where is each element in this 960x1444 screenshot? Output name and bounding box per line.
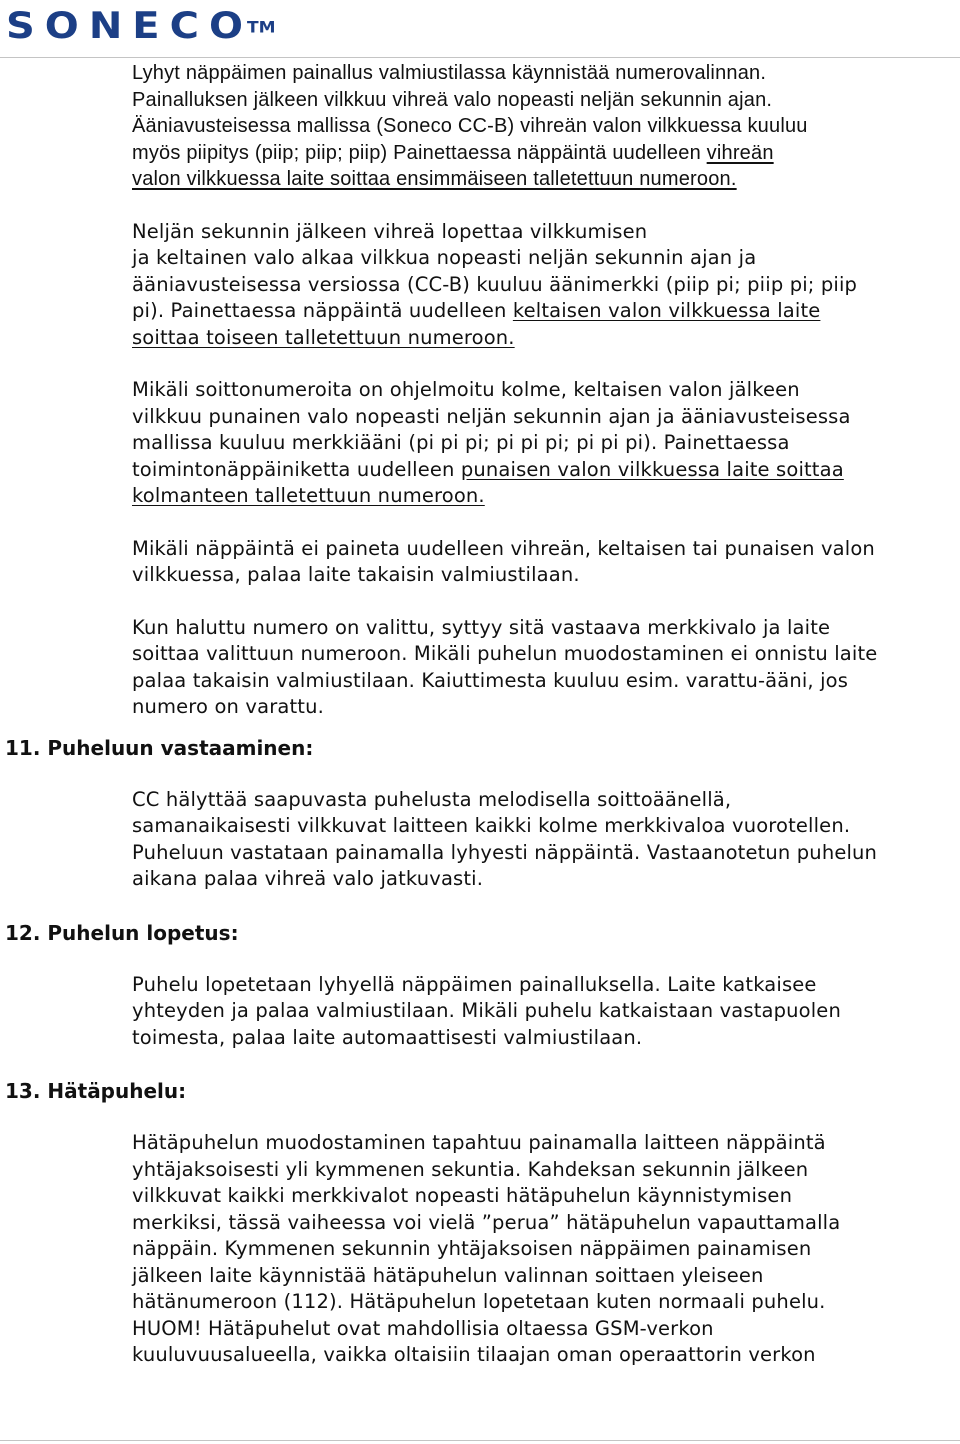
paragraph-answering xyxy=(132,787,954,893)
text-line: Puhelu lopetetaan lyhyellä näppäimen painalluksella. Laite katkaisee xyxy=(132,972,817,996)
spacer xyxy=(0,1104,960,1130)
paragraph-red-light xyxy=(132,377,954,510)
text-span: toimintonäppäiniketta uudelleen xyxy=(132,457,461,481)
paragraph-ending xyxy=(132,972,954,1052)
text-line: vilkkuu punainen valo nopeasti neljän sekunnin ajan ja ääniavusteisessa xyxy=(132,404,851,428)
text-line: yhteyden ja palaa valmiustilaan. Mikäli puhelu katkaistaan vastapuolen xyxy=(132,999,841,1022)
text-line: soittaa valittuun numeroon. Mikäli puhelun muodostaminen ei onnistu laite xyxy=(132,642,878,665)
text-line xyxy=(132,457,954,484)
text-span: pi). Painettaessa näppäintä uudelleen xyxy=(132,299,513,322)
spacer xyxy=(0,761,960,787)
paragraph-yellow-light xyxy=(132,219,954,352)
text-line: Mikäli näppäintä ei paineta uudelleen vihreän, keltaisen tai punaisen valon xyxy=(132,536,875,560)
underlined-text-line: kolmanteen talletettuun numeroon. xyxy=(132,484,485,507)
footer-divider xyxy=(0,1440,960,1441)
text-line: toimesta, palaa laite automaattisesti valmiustilaan. xyxy=(132,1025,643,1049)
text-line: Lyhyt näppäimen painallus valmiustilassa käynnistää numerovalinnan. xyxy=(132,62,767,84)
text-line: Kun haluttu numero on valittu, syttyy sitä vastaava merkkivalo ja laite xyxy=(132,615,831,639)
text-line: numero on varattu. xyxy=(132,695,324,718)
section-heading-answering: 11. Puheluun vastaaminen: xyxy=(5,735,314,760)
text-line: Ääniavusteisessa mallissa (Soneco CC-B) vihreän valon vilkkuessa kuuluu xyxy=(132,115,808,137)
text-line: CC hälyttää saapuvasta puhelusta melodisella soittoäänellä, xyxy=(132,787,732,811)
text-line: palaa takaisin valmiustilaan. Kaiuttimesta kuuluu esim. varattu-ääni, jos xyxy=(132,668,849,692)
trademark-mark: TM xyxy=(246,18,276,38)
paragraph-number-selected xyxy=(132,615,954,721)
paragraph-quick-dial xyxy=(132,60,954,193)
soneco-logo xyxy=(6,4,282,48)
text-line: ääniavusteisessa versiossa (CC-B) kuuluu äänimerkki (piip pi; piip pi; piip xyxy=(132,272,858,296)
section-heading-ending: 12. Puhelun lopetus: xyxy=(5,920,239,945)
spacer xyxy=(0,589,960,615)
paragraph-emergency xyxy=(132,1130,954,1369)
text-line: vilkkuvat kaikki merkkivalot nopeasti hätäpuhelun käynnistymisen xyxy=(132,1184,793,1207)
spacer xyxy=(0,510,960,536)
logo-text: SONECO xyxy=(6,4,253,48)
text-line: merkiksi, tässä vaiheessa voi vielä ”perua” hätäpuhelun vapauttamalla xyxy=(132,1210,841,1234)
text-line: aikana palaa vihreä valo jatkuvasti. xyxy=(132,867,484,890)
document-body xyxy=(0,60,960,1369)
text-line: jälkeen laite käynnistää hätäpuhelun valinnan soittaen yleiseen xyxy=(132,1263,764,1287)
text-line: kuuluvuusalueella, vaikka oltaisiin tilaajan oman operaattorin verkon xyxy=(132,1343,816,1366)
underlined-text: vihreän xyxy=(706,141,774,164)
paragraph-standby-return xyxy=(132,536,954,589)
text-span: myös piipitys (piip; piip; piip) Painettaessa näppäintä uudelleen xyxy=(132,141,707,164)
text-line: hätänumeroon (112). Hätäpuhelun lopetetaan kuten normaali puhelu. xyxy=(132,1290,826,1313)
text-line: Hätäpuhelun muodostaminen tapahtuu painamalla laitteen näppäintä xyxy=(132,1131,826,1154)
spacer xyxy=(0,946,960,972)
text-line: näppäin. Kymmenen sekunnin yhtäjaksoisen näppäimen painamisen xyxy=(132,1237,812,1260)
text-line: samanaikaisesti vilkkuvat laitteen kaikki kolme merkkivaloa vuorotellen. xyxy=(132,814,851,837)
underlined-text: keltaisen valon vilkkuessa laite xyxy=(512,299,821,322)
text-line: vilkkuessa, palaa laite takaisin valmiustilaan. xyxy=(132,563,580,586)
spacer xyxy=(0,193,960,219)
text-line: Painalluksen jälkeen vilkkuu vihreä valo nopeasti neljän sekunnin ajan. xyxy=(132,88,773,111)
text-line: HUOM! Hätäpuhelut ovat mahdollisia oltaessa GSM-verkon xyxy=(132,1316,714,1340)
underlined-text-line: valon vilkkuessa laite soittaa ensimmäiseen talletettuun numeroon. xyxy=(132,168,737,190)
text-line: Puheluun vastataan painamalla lyhyesti näppäintä. Vastaanotetun puhelun xyxy=(132,840,878,864)
underlined-text-line: soittaa toiseen talletettuun numeroon. xyxy=(132,325,515,349)
text-line: yhtäjaksoisesti yli kymmenen sekuntia. Kahdeksan sekunnin jälkeen xyxy=(132,1157,809,1181)
spacer xyxy=(0,351,960,377)
text-line: Mikäli soittonumeroita on ohjelmoitu kolme, keltaisen valon jälkeen xyxy=(132,378,800,401)
text-line xyxy=(132,298,954,325)
section-heading-emergency: 13. Hätäpuhelu: xyxy=(5,1079,187,1103)
text-line xyxy=(132,140,954,167)
text-line: ja keltainen valo alkaa vilkkua nopeasti neljän sekunnin ajan ja xyxy=(132,246,757,269)
text-line: mallissa kuuluu merkkiääni (pi pi pi; pi pi pi; pi pi pi). Painettaessa xyxy=(132,431,790,454)
underlined-text: punaisen valon vilkkuessa laite soittaa xyxy=(460,457,844,481)
header-divider xyxy=(0,57,960,58)
text-line: Neljän sekunnin jälkeen vihreä lopettaa vilkkumisen xyxy=(132,219,648,243)
